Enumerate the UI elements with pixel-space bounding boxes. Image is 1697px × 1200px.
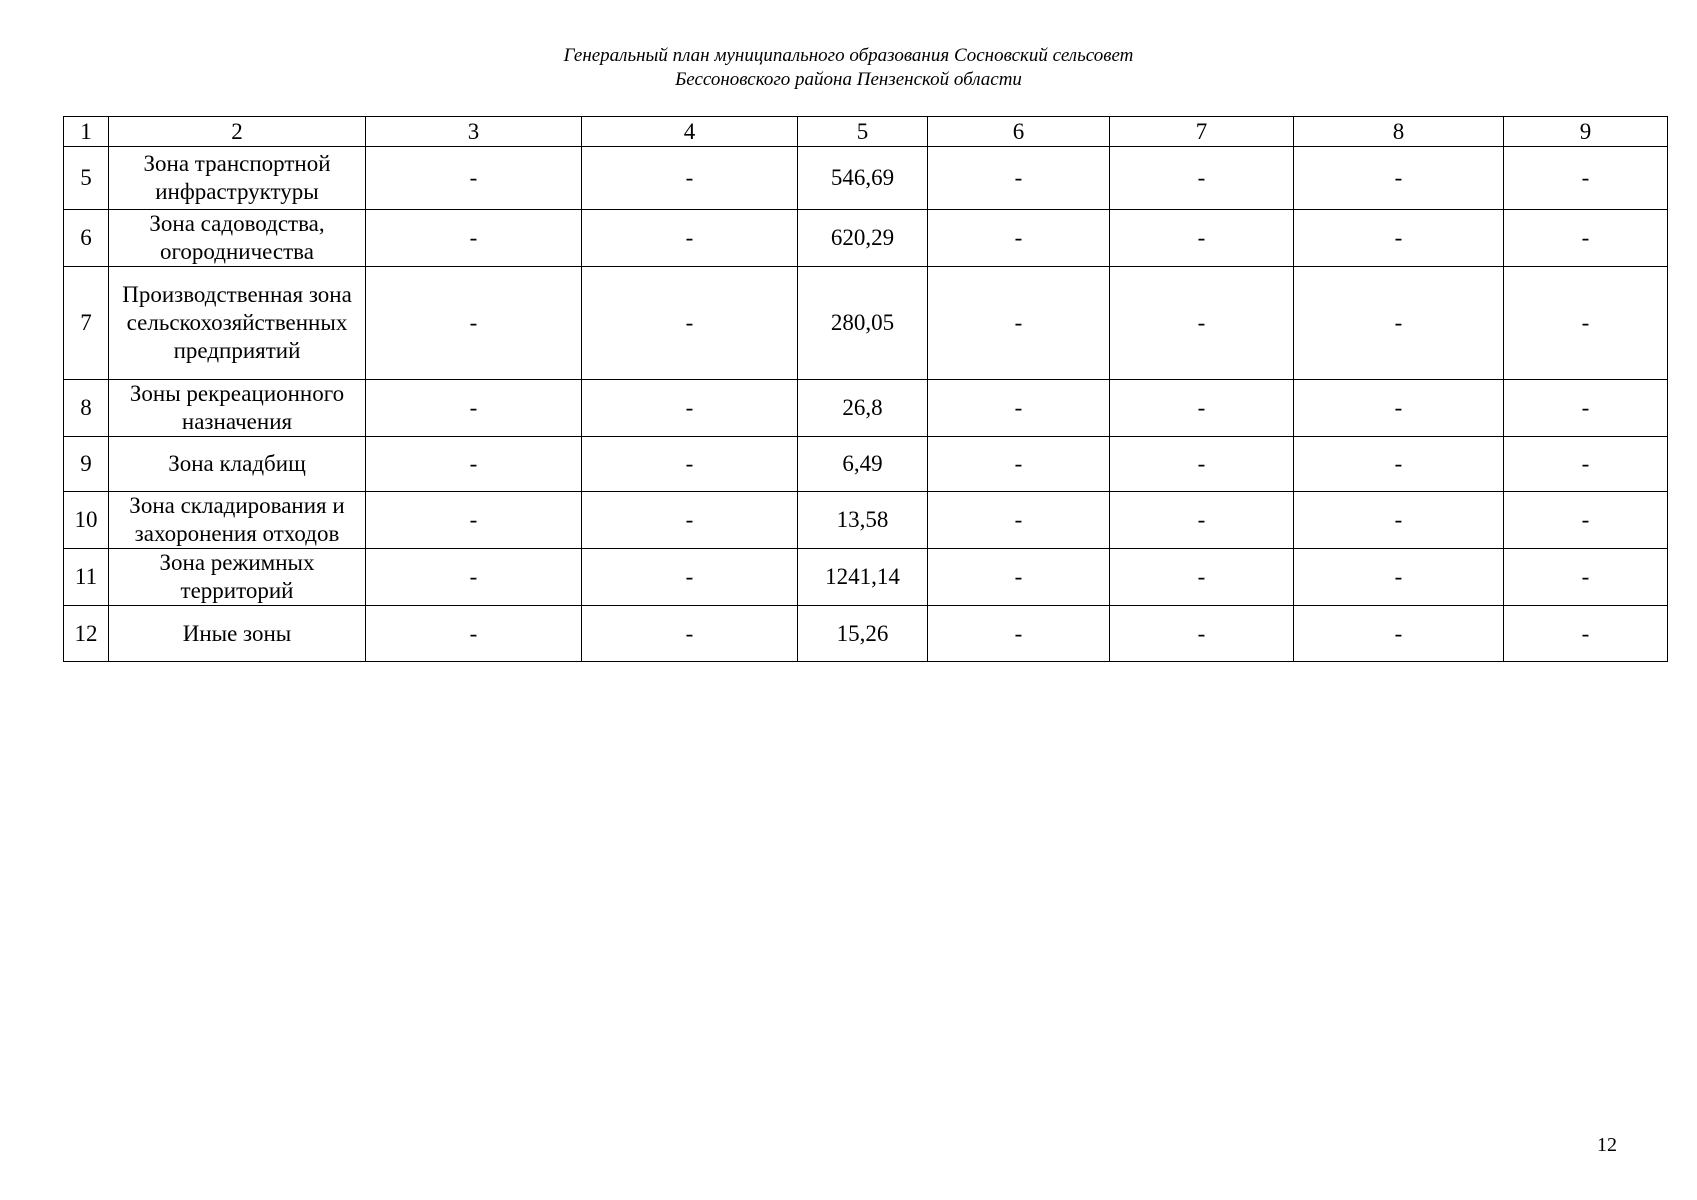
value-cell: -: [1110, 492, 1294, 549]
value-cell: -: [1110, 549, 1294, 606]
value-cell: -: [1294, 606, 1504, 662]
zone-name-cell: Иные зоны: [109, 606, 366, 662]
table-header-row: [64, 117, 1668, 147]
area-value-cell: 6,49: [798, 437, 928, 492]
row-number-cell: 6: [64, 210, 109, 267]
value-cell: -: [1294, 549, 1504, 606]
value-cell: -: [1504, 492, 1668, 549]
value-cell: -: [366, 147, 582, 210]
value-cell: -: [1294, 492, 1504, 549]
table-row: [64, 549, 1668, 606]
table-row: [64, 380, 1668, 437]
column-number-cell: 6: [928, 117, 1110, 147]
value-cell: -: [1294, 210, 1504, 267]
value-cell: -: [928, 210, 1110, 267]
value-cell: -: [1110, 267, 1294, 380]
value-cell: -: [1110, 606, 1294, 662]
area-value-cell: 620,29: [798, 210, 928, 267]
value-cell: -: [1110, 210, 1294, 267]
value-cell: -: [928, 492, 1110, 549]
value-cell: -: [1504, 210, 1668, 267]
page-number: 12: [1597, 1134, 1617, 1156]
column-number-cell: 9: [1504, 117, 1668, 147]
table-row: [64, 606, 1668, 662]
table-row: [64, 147, 1668, 210]
table-row: [64, 210, 1668, 267]
value-cell: -: [582, 210, 798, 267]
column-number-cell: 4: [582, 117, 798, 147]
value-cell: -: [1110, 380, 1294, 437]
value-cell: -: [928, 437, 1110, 492]
row-number-cell: 12: [64, 606, 109, 662]
value-cell: -: [928, 380, 1110, 437]
value-cell: -: [1294, 380, 1504, 437]
row-number-cell: 7: [64, 267, 109, 380]
row-number-cell: 10: [64, 492, 109, 549]
header-line-2: Бессоновского района Пензенской области: [675, 69, 1022, 90]
value-cell: -: [582, 267, 798, 380]
value-cell: -: [928, 147, 1110, 210]
value-cell: -: [366, 606, 582, 662]
column-number-cell: 7: [1110, 117, 1294, 147]
column-number-cell: 5: [798, 117, 928, 147]
area-value-cell: 13,58: [798, 492, 928, 549]
value-cell: -: [928, 549, 1110, 606]
value-cell: -: [582, 606, 798, 662]
area-value-cell: 1241,14: [798, 549, 928, 606]
value-cell: -: [582, 549, 798, 606]
value-cell: -: [1294, 267, 1504, 380]
area-value-cell: 26,8: [798, 380, 928, 437]
column-number-cell: 3: [366, 117, 582, 147]
value-cell: -: [582, 437, 798, 492]
zone-name-cell: Зона режимных территорий: [109, 549, 366, 606]
area-value-cell: 546,69: [798, 147, 928, 210]
zone-name-cell: Производственная зона сельскохозяйственных предприятий: [109, 267, 366, 380]
row-number-cell: 9: [64, 437, 109, 492]
value-cell: -: [582, 492, 798, 549]
row-number-cell: 8: [64, 380, 109, 437]
table-row: [64, 437, 1668, 492]
column-number-cell: 1: [64, 117, 109, 147]
area-value-cell: 15,26: [798, 606, 928, 662]
value-cell: -: [1294, 147, 1504, 210]
zone-name-cell: Зона садоводства, огородничества: [109, 210, 366, 267]
column-number-cell: 2: [109, 117, 366, 147]
value-cell: -: [366, 492, 582, 549]
row-number-cell: 5: [64, 147, 109, 210]
row-number-cell: 11: [64, 549, 109, 606]
column-number-cell: 8: [1294, 117, 1504, 147]
value-cell: -: [582, 147, 798, 210]
value-cell: -: [1504, 606, 1668, 662]
area-value-cell: 280,05: [798, 267, 928, 380]
table-row: [64, 492, 1668, 549]
zones-table: [63, 116, 1668, 662]
zone-name-cell: Зона кладбищ: [109, 437, 366, 492]
value-cell: -: [1504, 147, 1668, 210]
value-cell: -: [1504, 549, 1668, 606]
value-cell: -: [928, 267, 1110, 380]
value-cell: -: [366, 267, 582, 380]
header-line-1: Генеральный план муниципального образования Сосновский сельсовет: [563, 45, 1134, 66]
value-cell: -: [1504, 380, 1668, 437]
zone-name-cell: Зоны рекреационного назначения: [109, 380, 366, 437]
zone-name-cell: Зона транспортной инфраструктуры: [109, 147, 366, 210]
table-row: [64, 267, 1668, 380]
value-cell: -: [366, 380, 582, 437]
value-cell: -: [928, 606, 1110, 662]
value-cell: -: [366, 549, 582, 606]
value-cell: -: [1110, 147, 1294, 210]
value-cell: -: [1504, 267, 1668, 380]
value-cell: -: [582, 380, 798, 437]
zone-name-cell: Зона складирования и захоронения отходов: [109, 492, 366, 549]
document-header: [0, 44, 1697, 92]
value-cell: -: [1294, 437, 1504, 492]
value-cell: -: [366, 437, 582, 492]
value-cell: -: [1504, 437, 1668, 492]
value-cell: -: [366, 210, 582, 267]
value-cell: -: [1110, 437, 1294, 492]
